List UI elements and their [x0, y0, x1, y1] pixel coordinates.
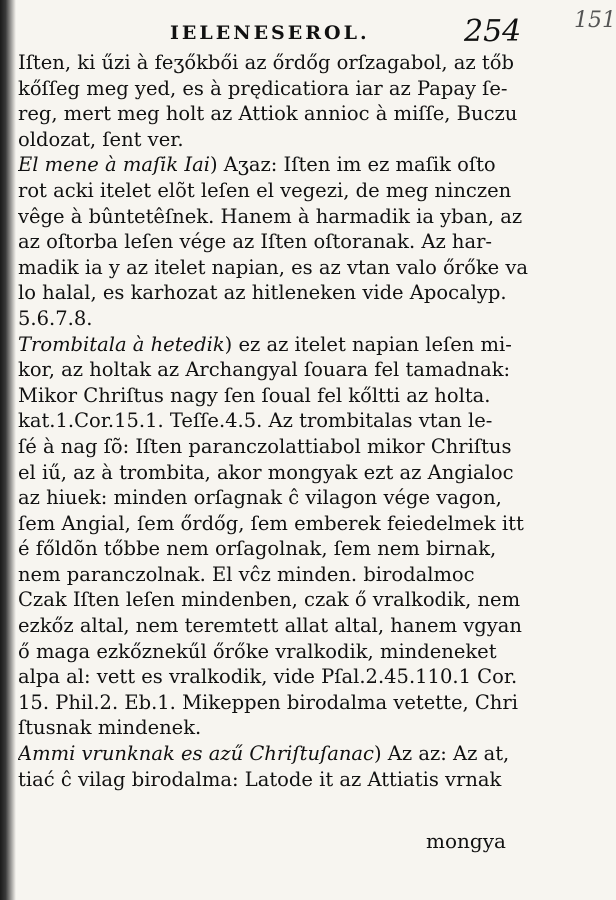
line-text: Czak Iſten leſen mindenben, czak ő vralkodik, nem — [18, 588, 521, 612]
text-line — [18, 587, 528, 613]
text-line — [18, 664, 528, 690]
running-head: IELENESEROL. — [170, 22, 370, 44]
archive-number: 151 — [574, 8, 616, 33]
text-line — [18, 357, 528, 383]
line-text: alpa al: vett es vralkodik, vide Pſal.2.45.110.1 Cor. — [18, 665, 518, 689]
line-text: az hiuek: minden orſagnak ĉ vilagon vége vagon, — [18, 486, 502, 510]
text-line — [18, 460, 528, 486]
text-line — [18, 741, 528, 767]
line-text: ſtusnak mindenek. — [18, 716, 202, 740]
line-text: az oſtorba leſen vége az Iſten oſtoranak. Az har- — [18, 230, 493, 254]
italic-lemma: Ammi vrunknak es azű Chriſtuſanac — [18, 742, 374, 766]
text-line — [18, 511, 528, 537]
line-text: ezkőz altal, nem teremtett allat altal, hanem vgyan — [18, 614, 522, 638]
line-text: kőſſeg meg yed, es à prędicatiora iar az Papay ſe- — [18, 76, 508, 100]
line-text: kat.1.Cor.15.1. Teſſe.4.5. Az trombitalas vtan le- — [18, 409, 493, 433]
line-text: 15. Phil.2. Eb.1. Mikeppen birodalma vetette, Chri — [18, 690, 518, 714]
text-line — [18, 767, 528, 793]
text-line — [18, 332, 528, 358]
text-line — [18, 178, 528, 204]
line-text: ) ez az itelet napian leſen mi- — [224, 332, 512, 356]
line-text: vêge à bûntetêſnek. Hanem à harmadik ia yban, az — [18, 204, 523, 228]
text-line — [18, 204, 528, 230]
binding-shadow — [0, 0, 16, 900]
text-line — [18, 434, 528, 460]
line-text: ſé à nag ſõ: Iſten paranczolattiabol mikor Chriſtus — [18, 434, 512, 458]
text-line — [18, 306, 528, 332]
catchword: mongya — [426, 829, 506, 853]
text-line — [18, 408, 528, 434]
text-line — [18, 76, 528, 102]
line-text: reg, mert meg holt az Attiok annioc à miſſe, Buczu — [18, 102, 518, 126]
text-line — [18, 562, 528, 588]
text-line — [18, 229, 528, 255]
line-text: Iſten, ki űzi à feʒőkbői az őrdőg orſzagabol, az tőb — [18, 51, 514, 74]
line-text: oldozat, ſent ver. — [18, 127, 184, 151]
body-text — [18, 50, 528, 792]
line-text: é főldõn tőbbe nem orſagolnak, ſem nem birnak, — [18, 537, 497, 561]
line-text: rot acki itelet elõt leſen el vegezi, de meg ninczen — [18, 178, 512, 202]
line-text: ſem Angial, ſem őrdőg, ſem emberek feiedelmek itt — [18, 511, 524, 535]
italic-lemma: El mene à maſik Iai — [18, 153, 210, 177]
line-text: lo halal, es karhozat az hitleneken vide Apocalyp. — [18, 281, 507, 305]
text-line — [18, 50, 528, 76]
text-line — [18, 715, 528, 741]
line-text: ) Aʒaz: Iſten im ez maſik oſto — [209, 153, 496, 177]
text-line — [18, 613, 528, 639]
text-line — [18, 690, 528, 716]
text-line — [18, 536, 528, 562]
line-text: Mikor Chriſtus nagy ſen ſoual fel kőltti az holta. — [18, 383, 491, 407]
line-text: el iű, az à trombita, akor mongyak ezt az Angialoc — [18, 460, 514, 484]
text-line — [18, 639, 528, 665]
line-text: madik ia y az itelet napian, es az vtan valo őrőke va — [18, 255, 528, 279]
text-line — [18, 485, 528, 511]
text-line — [18, 127, 528, 153]
text-line — [18, 255, 528, 281]
text-line — [18, 280, 528, 306]
italic-lemma: Trombitala à hetedik — [18, 332, 225, 356]
text-line — [18, 152, 528, 178]
line-text: tiać ĉ vilag birodalma: Latode it az Attiatis vrnak — [18, 767, 502, 791]
line-text: kor, az holtak az Archangyal ſouara fel tamadnak: — [18, 358, 511, 382]
text-line — [18, 101, 528, 127]
line-text: nem paranczolnak. El vĉz minden. birodalmoc — [18, 562, 475, 586]
page-number: 254 — [464, 14, 522, 49]
line-text: ő maga ezkőznekűl őrőke vralkodik, mindeneket — [18, 639, 497, 663]
line-text: 5.6.7.8. — [18, 306, 93, 330]
text-line — [18, 383, 528, 409]
page-header — [0, 8, 616, 49]
line-text: ) Az az: Az at, — [373, 742, 510, 766]
